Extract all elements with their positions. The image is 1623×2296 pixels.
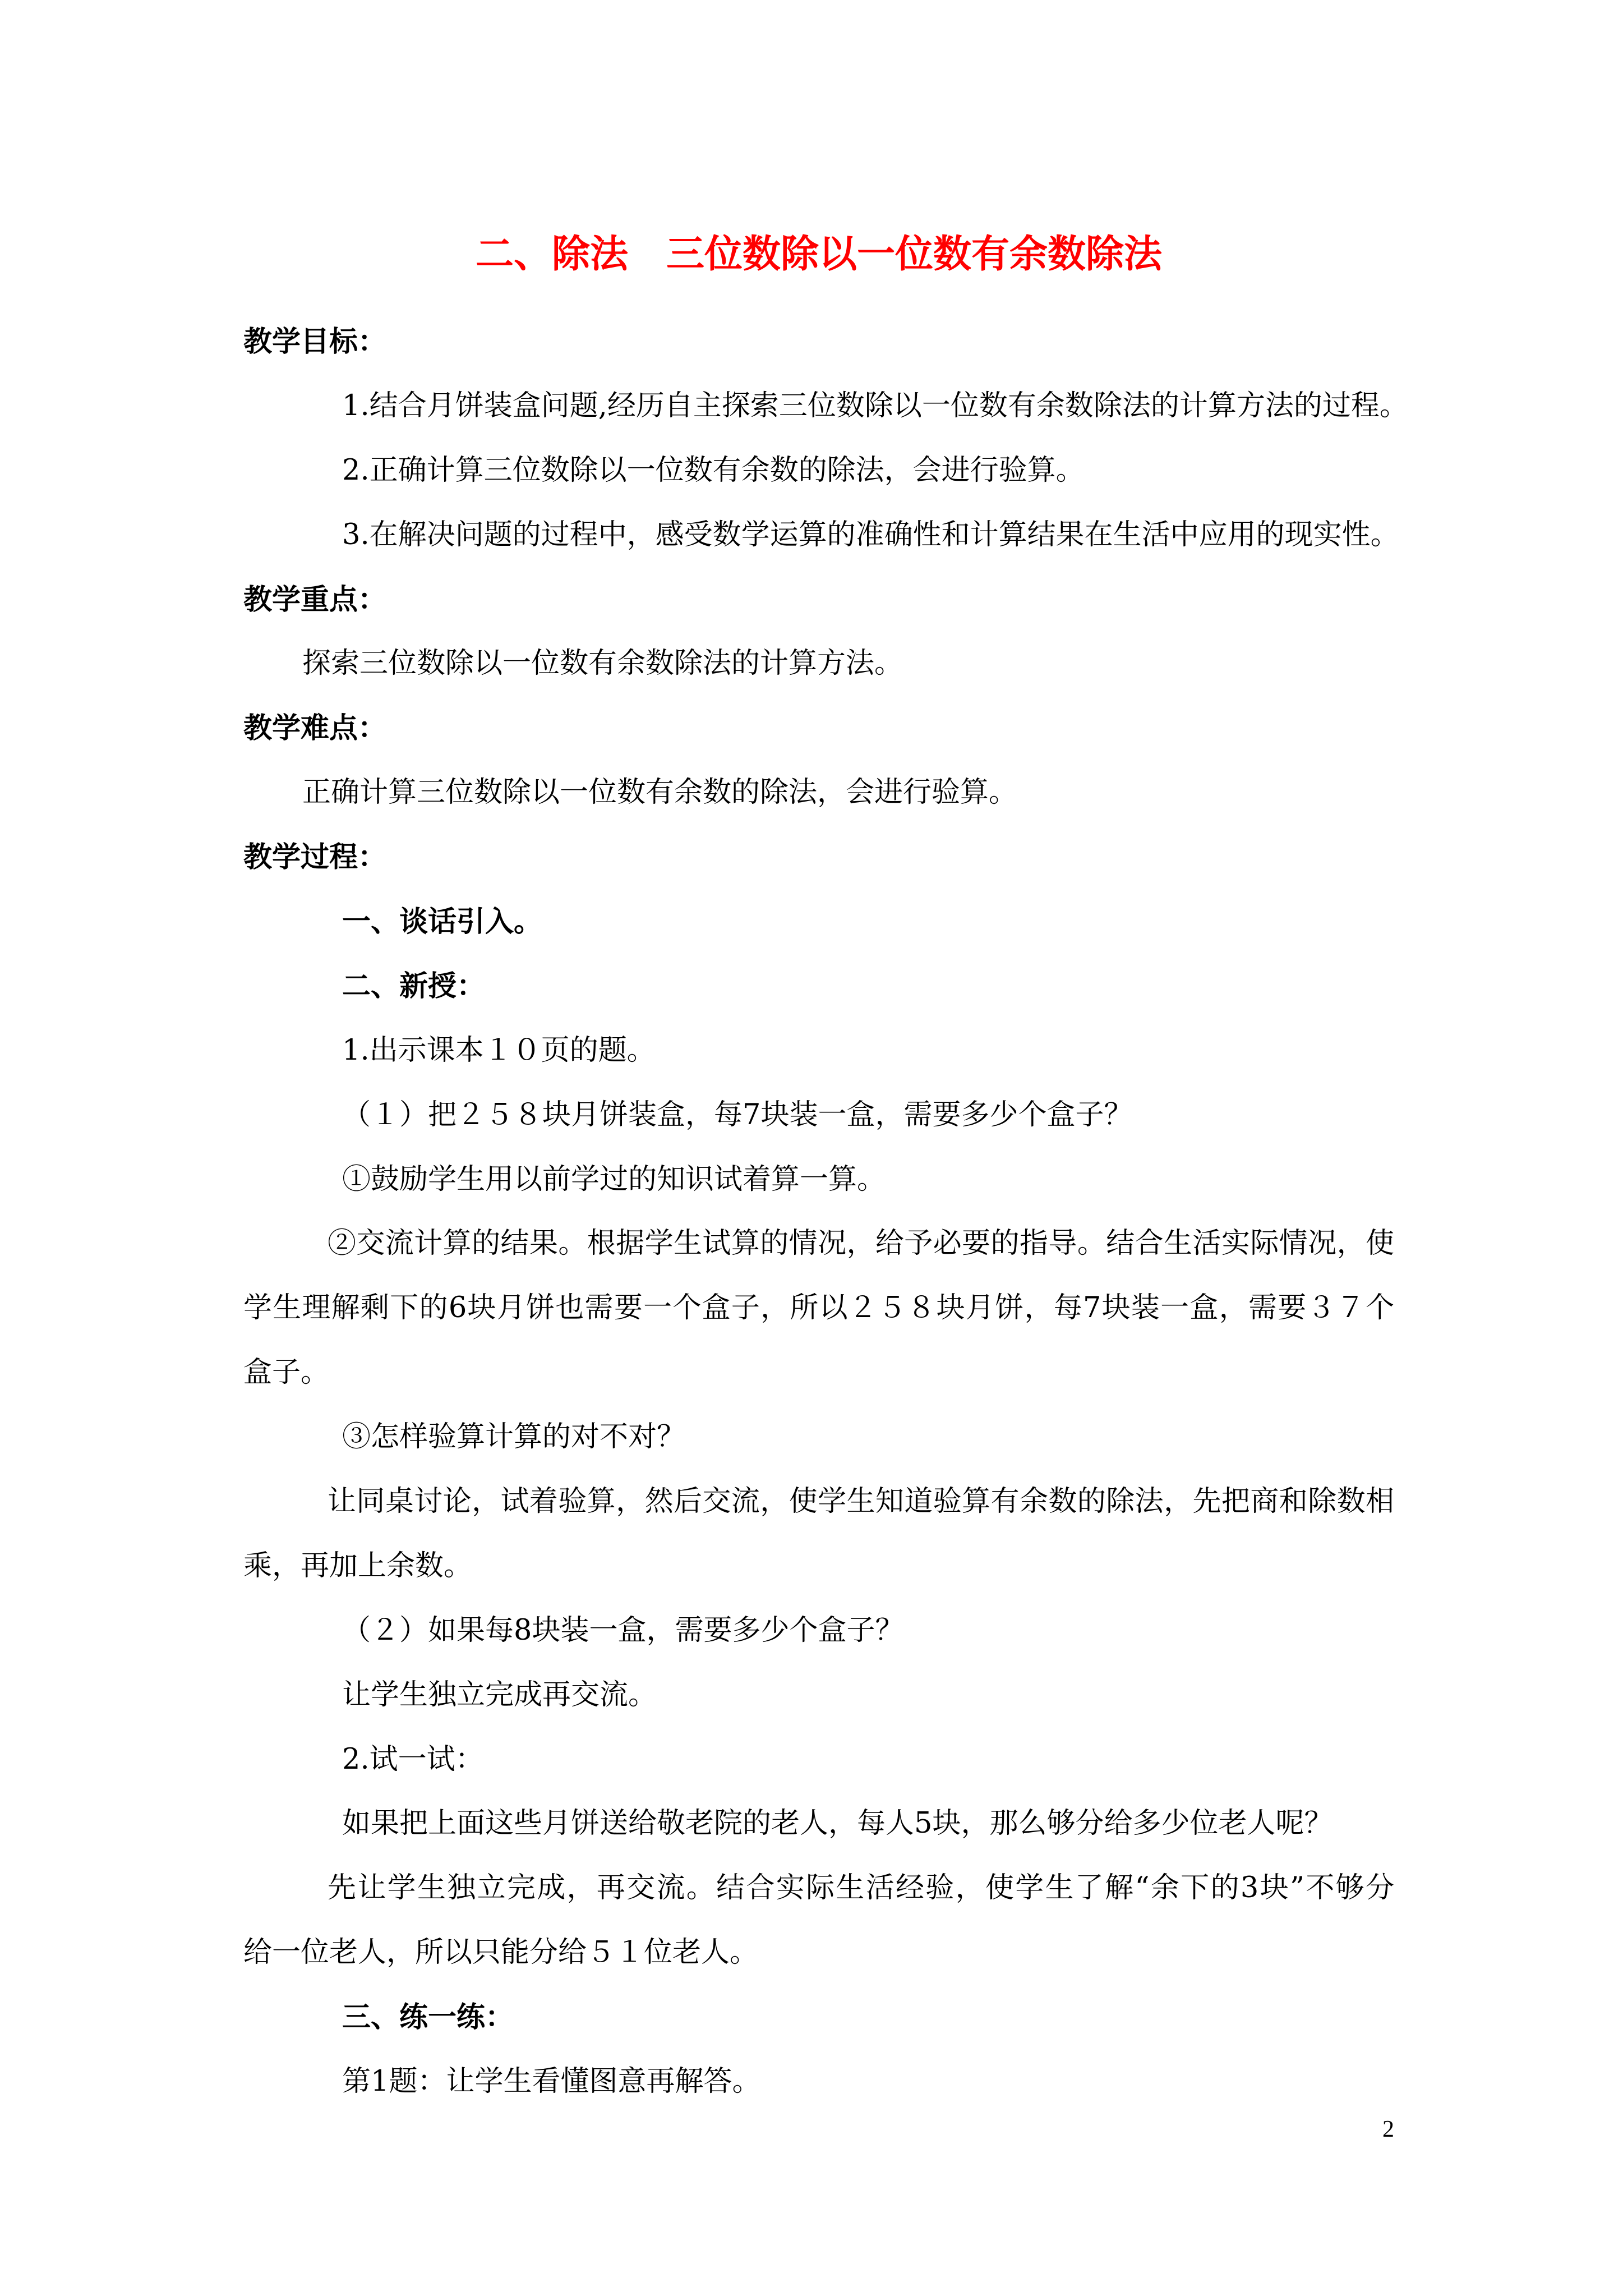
question-1-point-a: ①鼓励学生用以前学过的知识试着算一算。 [342, 1162, 886, 1196]
step1-heading: 一、谈话引入。 [342, 905, 543, 939]
try-detail-line: 给一位老人，所以只能分给５１位老人。 [243, 1936, 759, 1970]
process-heading: 教学过程： [243, 840, 387, 875]
question-1-point-c: ③怎样验算计算的对不对？ [342, 1420, 686, 1454]
document-body [243, 310, 1408, 2114]
question-1-point-b-line: ②交流计算的结果。根据学生试算的情况，给予必要的指导。结合生活实际情况，使 [328, 1227, 1394, 1260]
page-number: 2 [1382, 2116, 1394, 2142]
difficulty-heading: 教学难点： [243, 711, 387, 746]
question-1-point-b-line: 学生理解剩下的6块月饼也需要一个盒子，所以２５８块月饼，每7块装一盒，需要３７个 [243, 1291, 1394, 1325]
difficulty-text: 正确计算三位数除以一位数有余数的除法，会进行验算。 [302, 776, 1018, 809]
step2-heading: 二、新授： [342, 969, 486, 1003]
try-question: 如果把上面这些月饼送给敬老院的老人，每人5块，那么够分给多少位老人呢？ [342, 1807, 1333, 1841]
objective-item-1: 1.结合月饼装盒问题,经历自主探索三位数除以一位数有余数除法的计算方法的过程。 [342, 389, 1408, 422]
step2-item-2: 2.试一试： [342, 1742, 484, 1776]
objective-item-3: 3.在解决问题的过程中，感受数学运算的准确性和计算结果在生活中应用的现实性。 [342, 518, 1399, 551]
question-2-detail: 让学生独立完成再交流。 [342, 1678, 657, 1711]
question-1: （１）把２５８块月饼装盒，每7块装一盒，需要多少个盒子？ [342, 1098, 1133, 1131]
try-detail-line: 先让学生独立完成，再交流。结合实际生活经验，使学生了解“余下的3块”不够分 [328, 1871, 1394, 1905]
exercise-1: 第1题：让学生看懂图意再解答。 [342, 2065, 761, 2099]
document-title: 二、除法 三位数除以一位数有余数除法 [475, 232, 1162, 277]
question-1-point-c-detail-line: 乘，再加上余数。 [243, 1549, 473, 1582]
step3-heading: 三、练一练： [342, 2000, 514, 2035]
question-2: （２）如果每8块装一盒，需要多少个盒子？ [342, 1613, 904, 1647]
objectives-heading: 教学目标： [243, 325, 387, 358]
key-point-heading: 教学重点： [243, 582, 387, 616]
key-point-text: 探索三位数除以一位数有余数除法的计算方法。 [302, 647, 903, 680]
objective-item-2: 2.正确计算三位数除以一位数有余数的除法，会进行验算。 [342, 453, 1085, 487]
step2-item-1: 1.出示课本１０页的题。 [342, 1033, 656, 1067]
question-1-point-b-line: 盒子。 [243, 1356, 330, 1389]
question-1-point-c-detail-line: 让同桌讨论，试着验算，然后交流，使学生知道验算有余数的除法，先把商和除数相 [328, 1485, 1394, 1519]
